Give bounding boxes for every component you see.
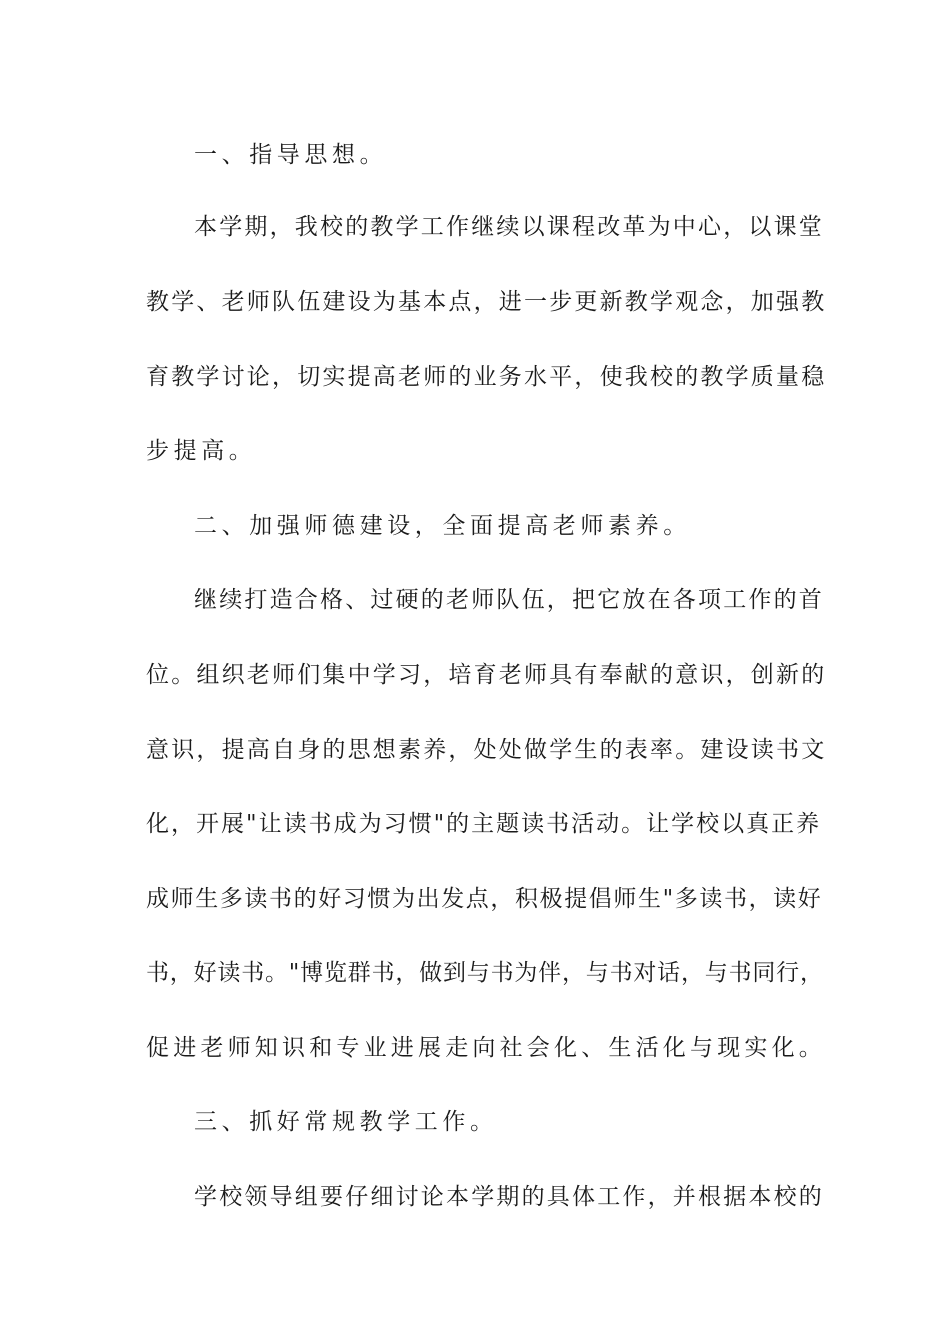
section-heading-3: 三、抓好常规教学工作。 [194, 1109, 498, 1135]
paragraph-line: 教学、老师队伍建设为基本点，进一步更新教学观念，加强教 [146, 289, 827, 315]
paragraph-line: 成师生多读书的好习惯为出发点，积极提倡师生"多读书，读好 [146, 886, 823, 912]
paragraph-line: 位。组织老师们集中学习，培育老师具有奉献的意识，创新的 [146, 662, 827, 688]
paragraph-line: 本学期，我校的教学工作继续以课程改革为中心，以课堂 [194, 214, 824, 240]
paragraph-line: 化，开展"让读书成为习惯"的主题读书活动。让学校以真正养 [146, 811, 822, 837]
paragraph-line: 继续打造合格、过硬的老师队伍，把它放在各项工作的首 [194, 587, 824, 613]
paragraph-line: 书，好读书。"博览群书，做到与书为伴，与书对话，与书同行， [146, 960, 824, 986]
paragraph-line: 步提高。 [146, 438, 257, 464]
section-heading-2: 二、加强师德建设，全面提高老师素养。 [194, 513, 691, 539]
paragraph-line: 促进老师知识和专业进展走向社会化、生活化与现实化。 [146, 1035, 826, 1061]
paragraph-line: 学校领导组要仔细讨论本学期的具体工作，并根据本校的 [194, 1184, 824, 1210]
paragraph-line: 育教学讨论，切实提高老师的业务水平，使我校的教学质量稳 [146, 364, 827, 390]
section-heading-1: 一、指导思想。 [194, 142, 388, 168]
paragraph-line: 意识，提高自身的思想素养，处处做学生的表率。建设读书文 [146, 737, 827, 763]
